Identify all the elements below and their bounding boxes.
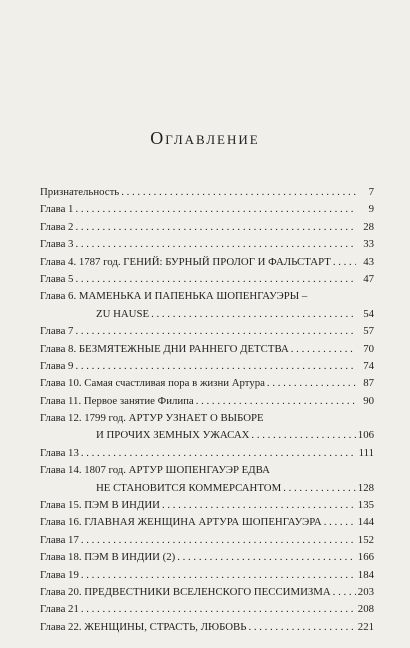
toc-page-number: 70: [363, 342, 374, 355]
toc-page-number: 208: [357, 603, 374, 616]
toc-entry-label: Глава 3: [40, 238, 74, 251]
toc-entry: [40, 532, 374, 549]
toc-entry-label: Глава 2: [40, 220, 74, 233]
dot-leader: [333, 584, 356, 601]
dot-leader: [75, 358, 356, 375]
toc-entry-label: НЕ СТАНОВИТСЯ КОММЕРСАНТОМ: [96, 481, 282, 494]
toc-page-number: 43: [363, 255, 374, 268]
dot-leader: [75, 219, 356, 236]
dot-leader: [324, 514, 356, 531]
toc-page-number: 221: [357, 620, 374, 633]
toc-entry-label: Глава 10. Самая счастливая пора в жизни Артура: [40, 377, 265, 390]
toc-page-number: 106: [357, 429, 374, 442]
dot-leader: [162, 497, 356, 514]
toc-entry-label: Глава 12. 1799 год. АРТУР УЗНАЕТ О ВЫБОРЕ: [40, 412, 264, 425]
toc-entry: [40, 236, 374, 253]
toc-entry: [40, 567, 374, 584]
toc-entry: [40, 497, 374, 514]
toc-entry: [40, 323, 374, 340]
toc-entry-label: Глава 19: [40, 568, 79, 581]
toc-entry: [40, 184, 374, 201]
table-of-contents: [40, 184, 374, 636]
dot-leader: [75, 236, 356, 253]
toc-entry: [40, 601, 374, 618]
toc-title: Оглавление: [150, 128, 260, 148]
toc-page-number: 28: [363, 220, 374, 233]
toc-entry-label: Глава 17: [40, 533, 79, 546]
toc-page-number: 7: [368, 186, 374, 198]
toc-page-number: 33: [363, 238, 374, 251]
toc-page-number: 152: [357, 533, 374, 546]
toc-page-number: 184: [357, 568, 374, 581]
toc-entry-label: ZU HAUSE: [96, 307, 150, 320]
dot-leader: [81, 532, 356, 549]
toc-page-number: 90: [363, 394, 374, 407]
toc-entry-label: Глава 11. Первое занятие Филипа: [40, 394, 194, 407]
toc-entry-label: Глава 4. 1787 год. ГЕНИЙ: БУРНЫЙ ПРОЛОГ И ФАЛЬСТАРТ: [40, 255, 331, 268]
toc-entry-label: Глава 1: [40, 203, 74, 216]
toc-page-number: 135: [357, 499, 374, 512]
toc-entry-label: Признательность: [40, 186, 120, 198]
dot-leader: [151, 306, 356, 323]
toc-entry-label: Глава 6. МАМЕНЬКА И ПАПЕНЬКА ШОПЕНГАУЭРЫ –: [40, 290, 308, 303]
toc-entry-label: Глава 21: [40, 603, 79, 616]
dot-leader: [75, 271, 356, 288]
toc-entry-label: Глава 20. ПРЕДВЕСТНИКИ ВСЕЛЕНСКОГО ПЕССИМИЗМА: [40, 585, 331, 598]
toc-page-number: 203: [357, 585, 374, 598]
toc-page-number: 47: [363, 272, 374, 285]
dot-leader: [81, 601, 356, 618]
dot-leader: [121, 184, 356, 201]
toc-entry-label: Глава 5: [40, 272, 74, 285]
dot-leader: [81, 567, 356, 584]
toc-entry-label: Глава 8. БЕЗМЯТЕЖНЫЕ ДНИ РАННЕГО ДЕТСТВА: [40, 342, 289, 355]
toc-entry: [40, 619, 374, 636]
dot-leader: [75, 323, 356, 340]
toc-page-number: 74: [363, 359, 374, 372]
toc-page-number: 128: [357, 481, 374, 494]
toc-entry-label: Глава 15. ПЭМ В ИНДИИ: [40, 499, 160, 512]
toc-entry-label: Глава 22. ЖЕНЩИНЫ, СТРАСТЬ, ЛЮБОВЬ: [40, 620, 247, 633]
toc-entry: [40, 219, 374, 236]
dot-leader: [267, 375, 356, 392]
dot-leader: [75, 201, 356, 218]
toc-page-number: 144: [357, 516, 374, 529]
toc-entry: [40, 254, 374, 271]
dot-leader: [283, 480, 356, 497]
toc-entry: [40, 584, 374, 601]
toc-entry: [40, 271, 374, 288]
toc-entry-label: Глава 14. 1807 год. АРТУР ШОПЕНГАУЭР ЕДВА: [40, 464, 270, 477]
toc-entry-label: И ПРОЧИХ ЗЕМНЫХ УЖАСАХ: [96, 429, 250, 442]
toc-entry-label: Глава 18. ПЭМ В ИНДИИ (2): [40, 551, 176, 564]
toc-entry: [40, 375, 374, 392]
toc-page-number: 9: [368, 203, 374, 216]
toc-entry: [40, 549, 374, 566]
toc-entry-label: Глава 9: [40, 359, 74, 372]
dot-leader: [196, 393, 356, 410]
toc-page-number: 111: [358, 446, 374, 459]
toc-page-number: 54: [363, 307, 374, 320]
dot-leader: [81, 445, 356, 462]
toc-entry: [40, 514, 374, 531]
toc-entry: [40, 201, 374, 218]
toc-entry-label: Глава 13: [40, 446, 79, 459]
toc-entry-label: Глава 7: [40, 325, 74, 338]
toc-entry: [40, 410, 374, 445]
toc-entry: [40, 445, 374, 462]
toc-page-number: 87: [363, 377, 374, 390]
toc-page-number: 57: [363, 325, 374, 338]
dot-leader: [177, 549, 356, 566]
toc-page-number: 166: [357, 551, 374, 564]
toc-entry: [40, 462, 374, 497]
dot-leader: [251, 427, 355, 444]
toc-entry: [40, 341, 374, 358]
toc-entry: [40, 393, 374, 410]
toc-entry: [40, 358, 374, 375]
toc-entry: [40, 288, 374, 323]
dot-leader: [248, 619, 355, 636]
toc-entry-label: Глава 16. ГЛАВНАЯ ЖЕНЩИНА АРТУРА ШОПЕНГАУЭРА: [40, 516, 322, 529]
dot-leader: [333, 254, 356, 271]
dot-leader: [291, 341, 356, 358]
